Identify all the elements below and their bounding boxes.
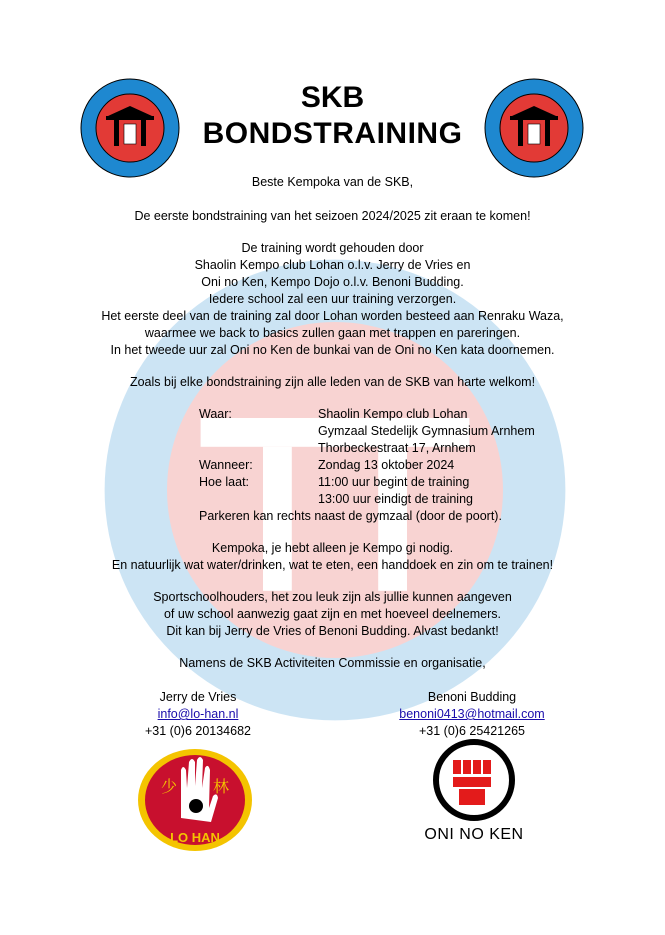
contact-phone: +31 (0)6 20134682 bbox=[145, 724, 251, 738]
lohan-logo-text: LO HAN bbox=[170, 830, 220, 845]
waar-label: Waar: bbox=[199, 407, 232, 421]
greeting: Beste Kempoka van de SKB, bbox=[251, 175, 414, 189]
contact-name: Jerry de Vries bbox=[159, 690, 237, 704]
hoelaat-value: 13:00 uur eindigt de training bbox=[318, 492, 473, 506]
closing-line: En natuurlijk wat water/drinken, wat te eten, een handdoek en zin om te trainen! bbox=[111, 558, 554, 572]
closing-line: Kempoka, je hebt alleen je Kempo gi nodig. bbox=[211, 541, 454, 555]
hoelaat-value: 11:00 uur begint de training bbox=[318, 475, 470, 489]
wanneer-value: Zondag 13 oktober 2024 bbox=[318, 458, 455, 472]
wanneer-label: Wanneer: bbox=[199, 458, 253, 472]
signoff: Namens de SKB Activiteiten Commissie en organisatie, bbox=[179, 656, 486, 670]
parking-note: Parkeren kan rechts naast de gymzaal (door de poort). bbox=[199, 509, 502, 523]
welcome-line: Zoals bij elke bondstraining zijn alle leden van de SKB van harte welkom! bbox=[129, 375, 536, 389]
waar-value: Gymzaal Stedelijk Gymnasium Arnhem bbox=[318, 424, 535, 438]
lohan-glyph-left: 少 bbox=[161, 777, 178, 796]
oni-no-ken-logo-text: ONI NO KEN bbox=[424, 826, 524, 843]
page-title-line2: BONDSTRAINING bbox=[202, 117, 463, 150]
hoelaat-label: Hoe laat: bbox=[199, 475, 250, 489]
body-line: De training wordt gehouden door bbox=[241, 241, 424, 255]
waar-value: Thorbeckestraat 17, Arnhem bbox=[318, 441, 476, 455]
lohan-logo bbox=[137, 748, 253, 852]
body-line: In het tweede uur zal Oni no Ken de bunkai van de Oni no Ken kata doornemen. bbox=[110, 343, 555, 357]
closing-line: Dit kan bij Jerry de Vries of Benoni Budding. Alvast bedankt! bbox=[166, 624, 499, 638]
lohan-glyph-right: 林 bbox=[213, 777, 230, 796]
body-line: Het eerste deel van de training zal door Lohan worden besteed aan Renraku Waza, bbox=[101, 309, 564, 323]
contact-name: Benoni Budding bbox=[427, 690, 517, 704]
body-line: Iedere school zal een uur training verzorgen. bbox=[208, 292, 457, 306]
closing-line: of uw school aanwezig gaat zijn en met hoeveel deelnemers. bbox=[163, 607, 501, 621]
closing-line: Sportschoolhouders, het zou leuk zijn als jullie kunnen aangeven bbox=[153, 590, 512, 604]
body-line: Shaolin Kempo club Lohan o.l.v. Jerry de Vries en bbox=[194, 258, 471, 272]
oni-no-ken-logo bbox=[432, 738, 516, 822]
page-title-line1: SKB bbox=[300, 81, 365, 114]
contact-email-link[interactable]: info@lo-han.nl bbox=[157, 707, 239, 721]
body-line: waarmee we back to basics zullen gaan met trappen en pareringen. bbox=[144, 326, 521, 340]
body-line: Oni no Ken, Kempo Dojo o.l.v. Benoni Budding. bbox=[201, 275, 464, 289]
contact-phone: +31 (0)6 25421265 bbox=[419, 724, 525, 738]
waar-value: Shaolin Kempo club Lohan bbox=[318, 407, 468, 421]
announcement: De eerste bondstraining van het seizoen 2024/2025 zit eraan te komen! bbox=[134, 209, 531, 223]
contact-email-link[interactable]: benoni0413@hotmail.com bbox=[399, 707, 545, 721]
